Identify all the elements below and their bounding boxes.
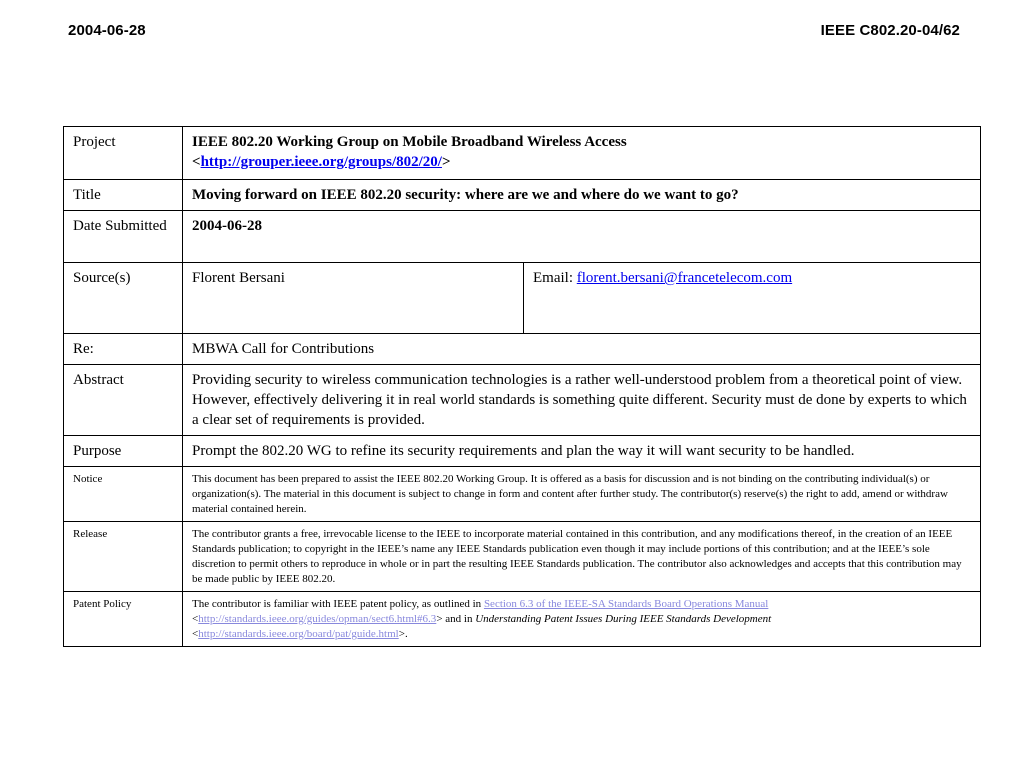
cover-page-table [63, 126, 981, 647]
patent-guide-link[interactable]: http://standards.ieee.org/board/pat/guide.html [198, 628, 399, 640]
re-value: MBWA Call for Contributions [183, 334, 981, 365]
email-label: Email: [533, 270, 577, 286]
row-notice [64, 467, 981, 522]
purpose-value: Prompt the 802.20 WG to refine its security requirements and plan the way it will want security to be handled. [183, 436, 981, 467]
header-date: 2004-06-28 [68, 22, 146, 39]
patent-opman-link[interactable]: Section 6.3 of the IEEE-SA Standards Board Operations Manual [483, 598, 769, 610]
row-source [64, 263, 981, 334]
notice-label: Notice [64, 467, 183, 522]
date-label: Date Submitted [64, 211, 183, 263]
date-value: 2004-06-28 [183, 211, 981, 263]
source-name: Florent Bersani [183, 263, 524, 334]
row-purpose [64, 436, 981, 467]
abstract-label: Abstract [64, 365, 183, 436]
release-label: Release [64, 522, 183, 592]
row-title [64, 180, 981, 211]
patent-sect6-link[interactable]: http://standards.ieee.org/guides/opman/sect6.html#6.3 [198, 613, 437, 625]
row-project [64, 127, 981, 180]
row-date [64, 211, 981, 263]
purpose-label: Purpose [64, 436, 183, 467]
row-patent [64, 592, 981, 647]
project-link[interactable]: http://grouper.ieee.org/groups/802/20/ [200, 154, 442, 170]
notice-value: This document has been prepared to assist the IEEE 802.20 Working Group. It is offered as a basis for discussion and is not binding on the contributing individual(s) or organization(s). The material in this document is subject to change in form and content after further study. The contributor(s) reserve(s) the right to add, amend or withdraw material contained herein. [183, 467, 981, 522]
abstract-value: Providing security to wireless communication technologies is a rather well-understood problem from a theoretical point of view. However, effectively delivering it in real world standards is something quite different. Security must de done by experts to which a clear set of requirements is provided. [183, 365, 981, 436]
project-label: Project [64, 127, 183, 180]
source-email-cell [524, 263, 981, 334]
row-re [64, 334, 981, 365]
row-release [64, 522, 981, 592]
release-value: The contributor grants a free, irrevocable license to the IEEE to incorporate material contained in this contribution, and any modifications thereof, in the creation of an IEEE Standards publication; to copyright in the IEEE’s name any IEEE Standards publication even though it may include portions of this contribution; and at the IEEE’s sole discretion to permit others to reproduce in whole or in part the resulting IEEE Standards publication. The contributor also acknowledges and accepts that this contribution may be made public by IEEE 802.20. [183, 522, 981, 592]
re-label: Re: [64, 334, 183, 365]
header-doc-id: IEEE C802.20-04/62 [820, 22, 960, 39]
patent-value: The contributor is familiar with IEEE patent policy, as outlined in Section 6.3 of the IEEE-SA Standards Board Operations Manual <http://standards.ieee.org/guides/opman/sect6.html#6.3> and in Understanding Patent Issues During IEEE Standards Development <http://standards.ieee.org/board/pat/guide.html>. [183, 592, 981, 647]
title-value: Moving forward on IEEE 802.20 security: where are we and where do we want to go? [183, 180, 981, 211]
project-title: IEEE 802.20 Working Group on Mobile Broadband Wireless Access [192, 134, 627, 150]
patent-label: Patent Policy [64, 592, 183, 647]
patent-guide-title: Understanding Patent Issues During IEEE Standards Development [475, 613, 772, 625]
email-link[interactable]: florent.bersani@francetelecom.com [576, 270, 793, 286]
row-abstract [64, 365, 981, 436]
title-label: Title [64, 180, 183, 211]
source-label: Source(s) [64, 263, 183, 334]
project-value: IEEE 802.20 Working Group on Mobile Broadband Wireless Access <http://grouper.ieee.org/groups/802/20/> [183, 127, 981, 180]
